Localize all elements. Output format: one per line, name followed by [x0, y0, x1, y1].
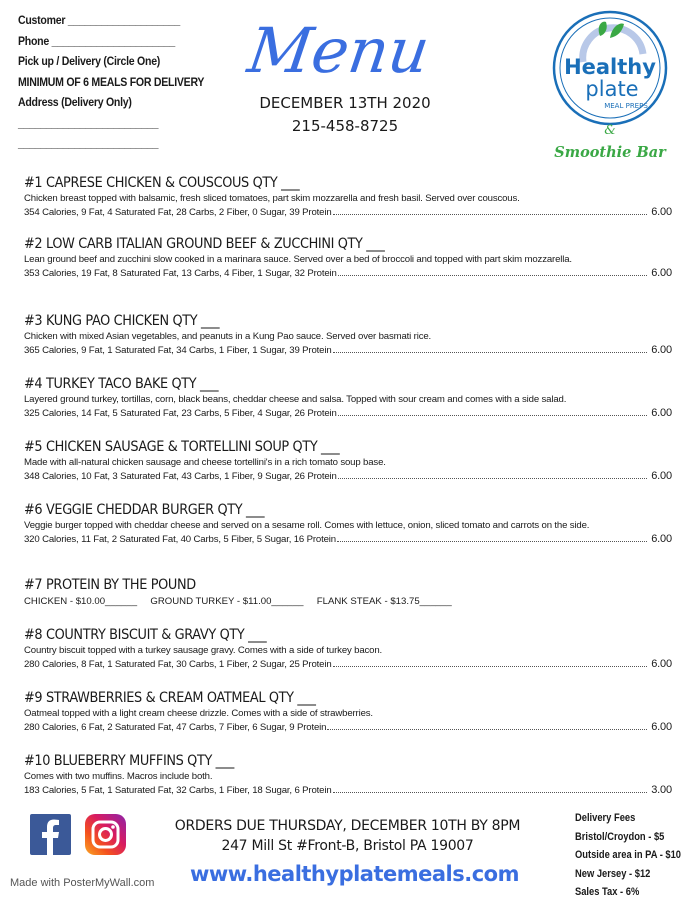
menu-item [24, 627, 672, 671]
logo-meal-preps: MEAL PREPS [604, 102, 648, 110]
menu-title [243, 6, 434, 96]
item-description: Chicken with mixed Asian vegetables, and peanuts in a Kung Pao sauce. Served over basmati rice. [24, 331, 432, 342]
item-price: 6.00 [651, 657, 672, 670]
item-title: #5 CHICKEN SAUSAGE & TORTELLINI SOUP QTY ___ [24, 439, 340, 455]
item-description: Layered ground turkey, tortillas, corn, black beans, cheddar cheese and salsa. Topped with sour cream and comes with a side salad. [24, 394, 567, 405]
item-description: Lean ground beef and zucchini slow cooked in a marinara sauce. Served over a bed of broccoli and topped with part skim mozzarella. [24, 254, 572, 265]
item-description: Country biscuit topped with a turkey sausage gravy. Comes with a side of turkey bacon. [24, 645, 383, 656]
item-description: Veggie burger topped with cheddar cheese and served on a sesame roll. Comes with lettuce, onion, sliced tomato and carrots on the side. [24, 520, 590, 531]
item-price: 6.00 [651, 343, 672, 356]
menu-item [24, 376, 672, 420]
website-link[interactable]: www.healthyplatemeals.com [190, 862, 519, 886]
item-price: 6.00 [651, 720, 672, 733]
fee-outside-pa: Outside area in PA - $10 [575, 849, 682, 861]
protein-by-pound [24, 577, 452, 609]
item-title: #8 COUNTRY BISCUIT & GRAVY QTY ___ [24, 627, 267, 643]
dot-leader [333, 351, 648, 353]
dot-leader [338, 477, 647, 479]
item-description: Chicken breast topped with balsamic, fresh sliced tomatoes, part skim mozzarella and fresh basil. Served over couscous. [24, 193, 520, 204]
menu-title-text: Menu [243, 14, 434, 87]
item-title: #4 TURKEY TACO BAKE QTY ___ [24, 376, 219, 392]
item-price: 3.00 [651, 783, 672, 796]
social-links [30, 814, 126, 855]
item-macros: 348 Calories, 10 Fat, 3 Saturated Fat, 43 Carbs, 1 Fiber, 9 Sugar, 26 Protein [24, 470, 337, 482]
item-title: #6 VEGGIE CHEDDAR BURGER QTY ___ [24, 502, 265, 518]
fee-bristol: Bristol/Croydon - $5 [575, 830, 665, 843]
menu-item [24, 502, 672, 546]
contact-phone: 215-458-8725 [291, 117, 399, 135]
item-title: #1 CAPRESE CHICKEN & COUSCOUS QTY ___ [24, 175, 300, 191]
instagram-icon[interactable] [85, 814, 126, 855]
item-title: #2 LOW CARB ITALIAN GROUND BEEF & ZUCCHINI QTY ___ [24, 236, 385, 252]
dot-leader [333, 213, 648, 215]
menu-item [24, 175, 672, 219]
item-macros: 354 Calories, 9 Fat, 4 Saturated Fat, 28 Carbs, 2 Fiber, 0 Sugar, 39 Protein [24, 206, 332, 218]
dot-leader [337, 540, 647, 542]
item-macros: 320 Calories, 11 Fat, 2 Saturated Fat, 40 Carbs, 5 Fiber, 5 Sugar, 16 Protein [24, 533, 336, 545]
item-price: 6.00 [651, 406, 672, 419]
item-price: 6.00 [651, 469, 672, 482]
item-macros: 325 Calories, 14 Fat, 5 Saturated Fat, 23 Carbs, 5 Fiber, 4 Sugar, 26 Protein [24, 407, 337, 419]
protein-options[interactable]: CHICKEN - $10.00______ GROUND TURKEY - $11.00______ FLANK STEAK - $13.75______ [24, 596, 452, 607]
address-line-1[interactable]: _________________________ [18, 115, 159, 130]
item-macros: 280 Calories, 6 Fat, 2 Saturated Fat, 47 Carbs, 7 Fiber, 6 Sugar, 9 Protein [24, 721, 327, 733]
item-price: 6.00 [651, 266, 672, 279]
order-info [140, 816, 555, 856]
item-title: #10 BLUEBERRY MUFFINS QTY ___ [24, 753, 234, 769]
customer-field[interactable]: Customer ____________________ [18, 13, 181, 27]
dot-leader [338, 414, 647, 416]
item-description: Comes with two muffins. Macros include both. [24, 771, 213, 782]
facebook-icon[interactable] [30, 814, 71, 855]
item-macros: 280 Calories, 8 Fat, 1 Saturated Fat, 30 Carbs, 1 Fiber, 2 Sugar, 25 Protein [24, 658, 332, 670]
address-label: Address (Delivery Only) [18, 95, 132, 109]
dot-leader [338, 274, 647, 276]
logo-healthy: Healthy [564, 55, 656, 79]
address-line-2[interactable]: _________________________ [18, 136, 159, 150]
item-title: #7 PROTEIN BY THE POUND [24, 577, 196, 593]
store-address: 247 Mill St #Front-B, Bristol PA 19007 [221, 838, 474, 854]
dot-leader [333, 791, 648, 793]
pickup-delivery-label: Pick up / Delivery (Circle One) [18, 54, 161, 68]
minimum-note: MINIMUM OF 6 MEALS FOR DELIVERY [18, 74, 205, 89]
orders-due: ORDERS DUE THURSDAY, DECEMBER 10TH BY 8PM [174, 818, 521, 834]
menu-item [24, 690, 672, 734]
fee-new-jersey: New Jersey - $12 [575, 867, 651, 880]
made-with-credit[interactable]: Made with PosterMyWall.com [10, 877, 155, 889]
menu-date: DECEMBER 13TH 2020 [259, 94, 431, 112]
item-description: Oatmeal topped with a light cream cheese drizzle. Comes with a side of strawberries. [24, 708, 373, 719]
delivery-fees [575, 809, 681, 902]
item-title: #3 KUNG PAO CHICKEN QTY ___ [24, 313, 220, 329]
logo-plate: plate [585, 77, 639, 101]
healthy-plate-logo [548, 4, 673, 164]
menu-item [24, 753, 672, 797]
item-macros: 365 Calories, 9 Fat, 1 Saturated Fat, 34 Carbs, 1 Fiber, 1 Sugar, 39 Protein [24, 344, 332, 356]
phone-field[interactable]: Phone ______________________ [18, 33, 176, 48]
sales-tax: Sales Tax - 6% [575, 886, 640, 898]
menu-item [24, 313, 672, 357]
item-macros: 183 Calories, 5 Fat, 1 Saturated Fat, 32 Carbs, 1 Fiber, 18 Sugar, 6 Protein [24, 784, 332, 796]
menu-item [24, 439, 672, 483]
item-price: 6.00 [651, 532, 672, 545]
menu-item [24, 236, 672, 280]
dot-leader [333, 665, 648, 667]
logo-smoothie-bar: Smoothie Bar [554, 144, 666, 161]
logo-ampersand: & [604, 123, 616, 138]
dot-leader [327, 728, 647, 730]
order-form [18, 10, 249, 154]
item-description: Made with all-natural chicken sausage and cheese tortellini's in a rich tomato soup base. [24, 457, 386, 468]
fees-title: Delivery Fees [575, 812, 636, 824]
item-title: #9 STRAWBERRIES & CREAM OATMEAL QTY ___ [24, 690, 316, 706]
item-macros: 353 Calories, 19 Fat, 8 Saturated Fat, 13 Carbs, 4 Fiber, 1 Sugar, 32 Protein [24, 267, 337, 279]
item-price: 6.00 [651, 205, 672, 218]
